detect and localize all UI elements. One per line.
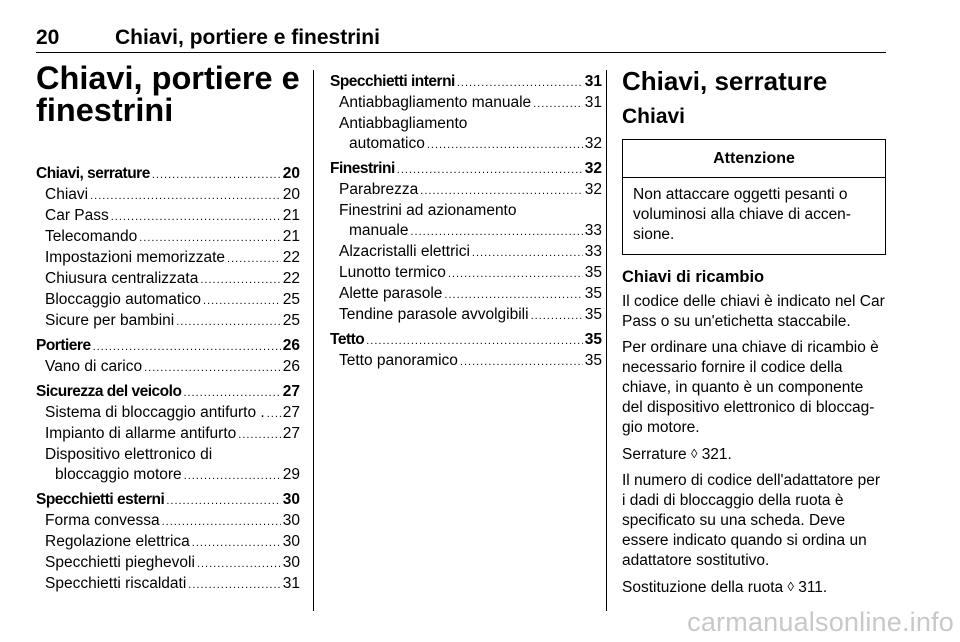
toc-page-number: 31 (282, 575, 300, 592)
toc-entry (36, 511, 300, 532)
toc-leader (200, 270, 280, 290)
toc-page-number: 26 (282, 358, 300, 375)
toc-entry-label: Tendine parasole avvolgibili (339, 306, 529, 323)
toc-page-number: 35 (584, 264, 602, 281)
toc-leader (184, 466, 281, 486)
toc-entry (330, 263, 602, 284)
toc-page-number: 33 (584, 222, 602, 239)
toc-leader (448, 264, 583, 284)
running-title: Chiavi, portiere e finestrini (115, 26, 380, 49)
toc-page-number: 20 (282, 165, 300, 182)
toc-leader (93, 337, 281, 357)
toc-page-number: 30 (282, 512, 300, 529)
toc-entry-label: Lunotto termico (339, 264, 446, 281)
toc-page-number: 33 (584, 243, 602, 260)
toc-leader (192, 533, 281, 553)
paragraph (622, 444, 886, 465)
toc-entry (330, 305, 602, 326)
toc-leader (139, 228, 281, 248)
toc-entry (36, 424, 300, 445)
toc-entry (330, 93, 602, 114)
toc-leader (227, 249, 281, 269)
paragraph-text: Sostituzione della ruota (622, 579, 784, 596)
toc-entry-label: Specchietti esterni (36, 491, 165, 508)
toc-entry-label: Chiavi, serrature (36, 165, 150, 182)
toc-page-number: 35 (584, 352, 602, 369)
toc-page-number: 31 (584, 94, 602, 111)
paragraph (622, 577, 886, 598)
toc-entry-label: Portiere (36, 337, 91, 354)
toc-entry-label: Specchietti riscaldati (45, 575, 187, 592)
toc-entry (330, 180, 602, 201)
table-of-contents (36, 164, 300, 595)
toc-entry-label: Telecomando (45, 228, 138, 245)
toc-leader (144, 358, 281, 378)
toc-entry-label: Sistema di bloccaggio antifurto . (45, 404, 265, 421)
toc-page-number: 31 (584, 73, 602, 90)
toc-section-entry (36, 336, 300, 357)
toc-entry (36, 465, 300, 486)
toc-entry (36, 269, 300, 290)
toc-column-left (36, 62, 300, 595)
toc-leader (533, 94, 583, 114)
toc-column-middle (330, 72, 602, 372)
toc-leader (457, 73, 583, 93)
toc-entry (330, 134, 602, 155)
body-text (622, 292, 886, 598)
toc-page-number: 25 (282, 312, 300, 329)
toc-entry-label: Sicurezza del veicolo (36, 383, 182, 400)
toc-section-entry (330, 330, 602, 351)
toc-page-number: 20 (282, 186, 300, 203)
toc-entry-label: Alzacristalli elettrici (339, 243, 470, 260)
page-number: 20 (36, 26, 60, 49)
toc-entry-label: Parabrezza (339, 181, 419, 198)
toc-entry (36, 290, 300, 311)
toc-leader (444, 285, 582, 305)
toc-entry-label: Finestrini (330, 160, 395, 177)
toc-entry (36, 185, 300, 206)
toc-page-number: 35 (584, 306, 602, 323)
toc-section-entry (36, 164, 300, 185)
toc-entry-label: Chiusura centralizzata (45, 270, 199, 287)
toc-entry-label: manuale (349, 222, 409, 239)
chapter-title: Chiavi, portiere e finestrini (36, 60, 300, 128)
subsection-title: Chiavi (622, 105, 686, 128)
toc-entry-label: Sicure per bambini (45, 312, 175, 329)
toc-page-number: 30 (282, 491, 300, 508)
toc-page-number: 22 (282, 270, 300, 287)
paragraph-text: Il numero di codice dell'adattatore per i dadi di bloccaggio della ruota è specificato su una scheda. Deve essere indicato quando si ordina un adattatore sostitutivo. (622, 472, 880, 569)
toc-page-number: 30 (282, 533, 300, 550)
paragraph (622, 338, 886, 438)
toc-entry (330, 221, 602, 242)
toc-entry-label: Specchietti interni (330, 73, 455, 90)
toc-leader (111, 207, 281, 227)
toc-entry-label: Forma convessa (45, 512, 160, 529)
toc-entry-label: Antiabbagliamento manuale (339, 94, 532, 111)
toc-entry (36, 574, 300, 595)
column-divider (606, 70, 607, 611)
toc-page-number: 26 (282, 337, 300, 354)
caution-heading: Attenzione (623, 140, 885, 178)
toc-entry (36, 403, 300, 424)
toc-leader (397, 160, 583, 180)
watermark: carmanualsonline.info (687, 607, 954, 637)
toc-page-number: 30 (282, 554, 300, 571)
toc-entry-label: Impostazioni memorizzate (45, 249, 226, 266)
page-header (36, 26, 886, 53)
toc-section-entry (330, 72, 602, 93)
toc-leader (460, 352, 583, 372)
toc-page-number: 21 (282, 228, 300, 245)
toc-entry-label: Bloccaggio automatico (45, 291, 201, 308)
caution-text: Non attaccare oggetti pesanti o voluminosi alla chiave di accen-sione. (633, 186, 851, 243)
toc-page-number: 32 (584, 181, 602, 198)
toc-entry (36, 248, 300, 269)
toc-leader (188, 575, 280, 595)
cross-reference-icon: ◊ (690, 446, 698, 461)
toc-entry-label: Tetto panoramico (339, 352, 458, 369)
toc-entry-label: Specchietti pieghevoli (45, 554, 195, 571)
toc-leader (162, 512, 281, 532)
toc-page-number: 32 (584, 160, 602, 177)
paragraph-text: Per ordinare una chiave di ricambio è necessario fornire il codice della chiave, in quanto è un componente del dispositivo elettronico di bloccag-gio motore. (622, 339, 879, 436)
table-of-contents (330, 72, 602, 372)
toc-page-number: 27 (282, 404, 300, 421)
toc-entry-label: Car Pass (45, 207, 109, 224)
toc-leader (531, 306, 583, 326)
toc-leader (267, 404, 281, 424)
toc-leader (152, 165, 281, 185)
toc-leader (238, 425, 280, 445)
toc-entry (330, 242, 602, 263)
toc-page-number: 25 (282, 291, 300, 308)
toc-entry-label: bloccaggio motore (55, 466, 182, 483)
toc-section-entry (330, 159, 602, 180)
page-reference: 321. (701, 446, 732, 463)
toc-leader (420, 181, 582, 201)
toc-leader (472, 243, 583, 263)
toc-entry (36, 553, 300, 574)
section-title: Chiavi, serrature (622, 66, 828, 96)
toc-page-number: 21 (282, 207, 300, 224)
paragraph-text: Il codice delle chiavi è indicato nel Car Pass o su un'etichetta staccabile. (622, 293, 885, 330)
column-divider (313, 70, 314, 611)
paragraph-text: Serrature (622, 446, 687, 463)
toc-entry-label: Chiavi (45, 186, 89, 203)
toc-leader (183, 383, 280, 403)
toc-leader (427, 135, 583, 155)
toc-entry-label: Alette parasole (339, 285, 443, 302)
toc-leader (176, 312, 281, 332)
toc-entry-label: Regolazione elettrica (45, 533, 190, 550)
toc-page-number: 32 (584, 135, 602, 152)
toc-entry (36, 206, 300, 227)
toc-entry-label: Impianto di allarme antifurto (45, 425, 237, 442)
toc-entry-line: Antiabbagliamento (339, 115, 468, 132)
toc-leader (166, 491, 280, 511)
toc-leader (410, 222, 582, 242)
toc-section-entry (36, 382, 300, 403)
spare-keys-heading: Chiavi di ricambio (622, 268, 765, 286)
content-column (622, 66, 886, 604)
toc-entry-label: Tetto (330, 331, 365, 348)
toc-section-entry (36, 490, 300, 511)
cross-reference-icon: ◊ (787, 579, 794, 594)
toc-leader (90, 186, 281, 206)
page-reference: 311. (798, 579, 828, 596)
toc-entry-line: Finestrini ad azionamento (339, 202, 517, 219)
toc-leader (197, 554, 281, 574)
toc-leader (366, 331, 583, 351)
toc-entry-label: automatico (349, 135, 425, 152)
toc-entry (36, 311, 300, 332)
toc-page-number: 22 (282, 249, 300, 266)
toc-entry-line: Dispositivo elettronico di (45, 446, 213, 463)
paragraph (622, 292, 886, 332)
caution-box (622, 139, 886, 255)
paragraph (622, 471, 886, 571)
toc-entry (36, 227, 300, 248)
toc-page-number: 29 (282, 466, 300, 483)
toc-page-number: 27 (282, 425, 300, 442)
toc-page-number: 27 (282, 383, 300, 400)
toc-page-number: 35 (584, 331, 602, 348)
toc-entry (330, 351, 602, 372)
toc-entry (36, 357, 300, 378)
toc-page-number: 35 (584, 285, 602, 302)
toc-entry (330, 284, 602, 305)
toc-entry-label: Vano di carico (45, 358, 143, 375)
toc-leader (203, 291, 281, 311)
toc-entry (36, 532, 300, 553)
